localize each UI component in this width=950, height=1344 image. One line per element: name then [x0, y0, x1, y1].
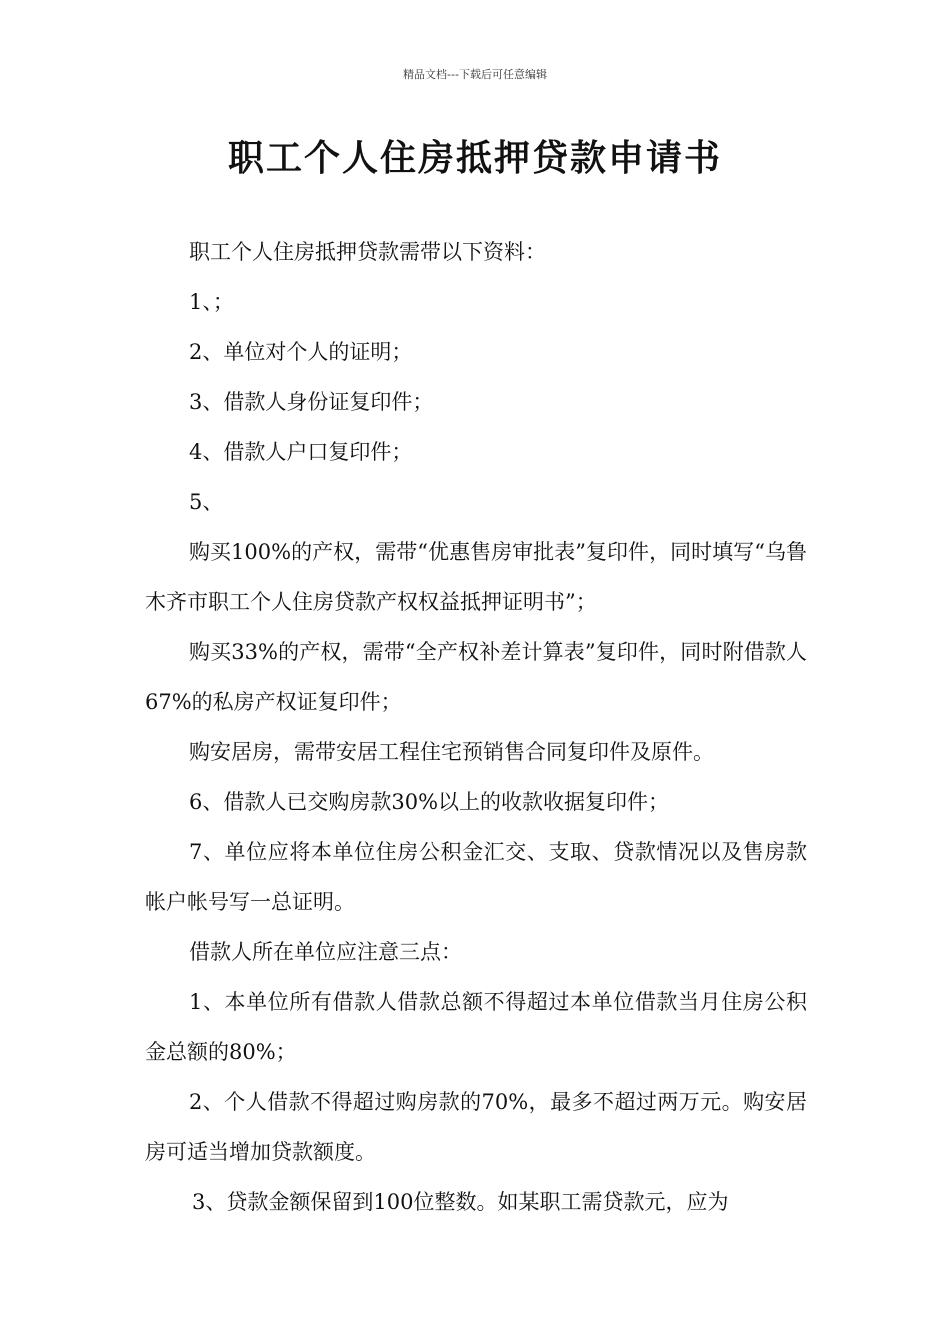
paragraph-anju-housing: 购安居房，需带安居工程住宅预销售合同复印件及原件。 [189, 740, 714, 764]
list-item-3: 3、借款人身份证复印件； [189, 390, 434, 414]
paragraph-full-property: 购买100%的产权，需带“优惠售房审批表”复印件，同时填写“乌鲁木齐市职工个人住房贷款产权权益抵押证明书”； [145, 540, 807, 614]
note-item-1: 1、本单位所有借款人借款总额不得超过本单位借款当月住房公积金总额的80%； [145, 990, 807, 1064]
list-item-6: 6、借款人已交购房款30%以上的收款收据复印件； [189, 790, 670, 814]
list-item-7: 7、单位应将本单位住房公积金汇交、支取、贷款情况以及售房款帐户帐号写一总证明。 [145, 840, 807, 914]
document-title: 职工个人住房抵押贷款申请书 [227, 138, 722, 179]
list-item-2: 2、单位对个人的证明； [189, 340, 413, 364]
note-item-3: 3、贷款金额保留到100位整数。如某职工需贷款元，应为 [192, 1190, 729, 1214]
note-item-2: 2、个人借款不得超过购房款的70%，最多不超过两万元。购安居房可适当增加贷款额度。 [145, 1090, 807, 1164]
list-item-4: 4、借款人户口复印件； [189, 440, 413, 464]
list-item-5: 5、 [189, 490, 224, 514]
list-item-1: 1、； [189, 290, 234, 314]
paragraph-intro: 职工个人住房抵押贷款需带以下资料： [189, 240, 546, 264]
paragraph-notes-heading: 借款人所在单位应注意三点： [189, 940, 462, 964]
page-header: 精品文档---下载后可任意编辑 [403, 68, 547, 81]
paragraph-partial-property: 购买33%的产权，需带“全产权补差计算表”复印件，同时附借款人67%的私房产权证复印件； [145, 640, 807, 714]
